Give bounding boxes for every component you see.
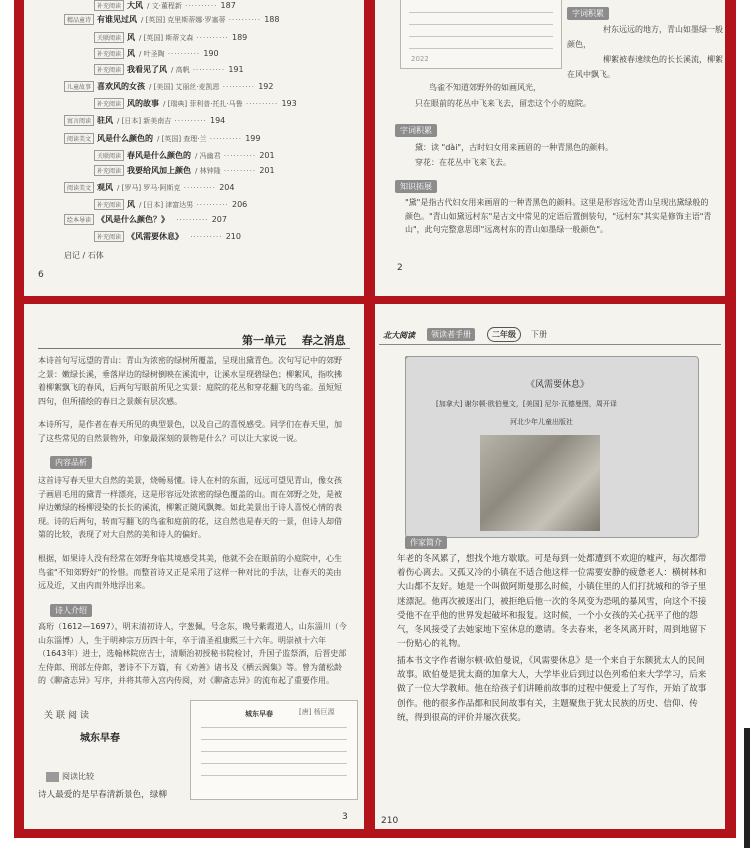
text-line: 鸟雀不知道郊野外的如画风光， <box>429 83 541 92</box>
toc-tag: 绘本导读 <box>64 214 94 225</box>
toc-title: 大风 <box>127 1 144 10</box>
grade-label: 二年级 <box>487 327 521 342</box>
toc-page-number: 189 <box>232 33 248 42</box>
toc-tag: 补充阅读 <box>94 199 124 210</box>
content-paragraph-2: 根据，如果诗人没有经常在郊野身临其境感受其美，他就不会在眼前的小庭院中，心生鸟雀"不知郊野好"的怜惜。而整首诗又正是采用了这样一种对比的手法，让春天的美由远及近，又由内而外地浮出来。 <box>38 554 342 591</box>
toc-page-number: 201 <box>259 166 275 175</box>
toc-author: / 叶圣陶 <box>139 50 165 58</box>
toc-row[interactable]: 儿童故事 喜欢风的女孩 / [美国] 艾丽丝·麦凯恩 ·········· 192 <box>64 81 274 92</box>
toc-page-number: 204 <box>219 183 235 192</box>
toc-author: / 林钟隆 <box>195 167 221 175</box>
section-badge-content: 内容品析 <box>50 456 92 469</box>
toc-title: 风 <box>127 200 136 209</box>
toc-page-number: 201 <box>259 151 275 160</box>
toc-row[interactable]: 补充阅读 我要给风加上颜色 / 林钟隆 ·········· 201 <box>94 165 275 176</box>
toc-title: 风的故事 <box>127 99 160 108</box>
book-publisher: 河北少年儿童出版社 <box>510 418 573 426</box>
toc-author: / [日本] 津富达男 <box>139 201 194 209</box>
toc-author: / [英国] 斯蒂文森 <box>139 34 194 42</box>
toc-title: 风 <box>127 33 136 42</box>
toc-page-number: 194 <box>210 116 226 125</box>
toc-row[interactable]: 精品童诗 有谁见过风 / [英国] 克里斯蒂娜·罗塞蒂 ·········· 188 <box>64 14 280 25</box>
toc-row[interactable]: 补充阅读 风 / 叶圣陶 ·········· 190 <box>94 48 219 59</box>
toc-tag: 阅读美文 <box>64 133 94 144</box>
page-number: 6 <box>38 270 44 280</box>
toc-row[interactable]: 阅读美文 风是什么颜色的 / [英国] 查理·兰 ·········· 199 <box>64 133 261 144</box>
intro-paragraph: 本诗首句写远望的青山：青山为浓密的绿树所覆盖，呈现出黛青色。次句写记中的郊野之景：嫩绿长溪，垂落岸边的绿树倒映在溪流中，让溪水呈现碧绿色；柳絮风，指吹拂着柳絮飘飞的春风，后两句写眼前所见之实景：庭院的花丛和穿花翻飞的鸟雀。虽短短四句，但所描绘的春日之景颇有层次感。 <box>38 356 342 406</box>
text-line: 村东远远的地方，青山如墨绿一般 <box>603 25 723 34</box>
related-title: 城东早春 <box>80 733 120 744</box>
toc-title: 观风 <box>97 183 114 192</box>
toc-tag: 关联阅读 <box>94 32 124 43</box>
word-definition: 黛：读 "dài"，古时妇女用来画眉的一种青黑色的颜料。 <box>415 143 614 152</box>
toc-author: / [英国] 克里斯蒂娜·罗塞蒂 <box>141 16 226 24</box>
toc-title: 《风需要休息》 <box>127 232 184 241</box>
related-label: 关联阅读 <box>44 711 93 721</box>
toc-author: / 冯幽君 <box>195 152 221 160</box>
book-cover-image <box>480 435 600 531</box>
toc-page-number: 199 <box>245 134 261 143</box>
toc-title: 春风是什么颜色的 <box>127 151 192 160</box>
toc-title: 有谁见过风 <box>97 15 138 24</box>
toc-title: 我看见了风 <box>127 65 168 74</box>
toc-page-number: 210 <box>225 232 241 241</box>
toc-page-number: 188 <box>264 15 280 24</box>
toc-author: / [美国] 艾丽丝·麦凯恩 <box>149 83 220 91</box>
word-definition: 穿花：在花丛中飞来飞去。 <box>415 158 511 167</box>
box-author: [唐] 杨巨源 <box>299 708 335 716</box>
toc-tag: 补充阅读 <box>94 165 124 176</box>
toc-title: 风是什么颜色的 <box>97 134 154 143</box>
toc-row[interactable]: 补充阅读 风的故事 / [瑞典] 菲利普·托扎·马鲁 ·········· 193 <box>94 98 297 109</box>
toc-title: 我要给风加上颜色 <box>127 166 192 175</box>
unit-title: 春之消息 <box>301 334 346 347</box>
related-subtitle: 阅读比较 <box>46 771 94 782</box>
section-badge-note: 知识拓展 <box>395 180 437 193</box>
content-paragraph: 这首诗写春天里大自然的美景，烧畅易懂。诗人在村的东面，远远可望见青山，像女孩子画眉毛用的黛青一样漂亮，这是形容远处浓密的绿色覆盖的山。而在郊野之处，是被岸边嫩绿的杨柳浸染的长长的溪流，柳絮正随风飘舞。如此美景出于诗人喜悦心情的表现。诗的后两句，转而写翻飞的鸟雀和庭前的花，这自然也是春天的一景，但诗人却借第的比较，表现了对大自然的美和诗人的偏好。 <box>38 476 342 540</box>
reading-paragraph: 年老的冬风累了，想找个地方歇歇。可是每到一处都遭到不欢迎的嘘声，每次都带着伤心离去。又孤又冷的小镇在不适合他这样一位需要安静的疲惫老人：横树林和大山都不友好。她是一个叫做阿斯曼那么时候，小镇住里的人们打扰城和的爷子里迷漂泥。他再次被逐出门，被拒绝后他一次的冬风变为恐吼的暴风雪，向这个不接受他不在乎他的世界发起破坏和报复。这时候，一个小女孩的关心抚平了他的怨气，冬风接受了去她家地下室休息的邀请。冬去春来，老冬风离开时，周到地留下一份贴心的礼物。 <box>397 554 707 650</box>
intro-paragraph-2: 本诗所写，是作者在春天所见的典型景色，以及自己的喜悦感受。同学们在春天里，加了这些常见的自然景物外，印象最深刻的景物是什么？可以让大家说一说。 <box>38 420 342 443</box>
toc-author: / [英国] 查理·兰 <box>157 135 207 143</box>
toc-row[interactable]: 补充阅读 大风 / 文·董程新 ·········· 187 <box>94 0 236 11</box>
toc-row[interactable]: 关联阅读 春风是什么颜色的 / 冯幽君 ·········· 201 <box>94 150 275 161</box>
notes-page <box>375 0 725 296</box>
section-badge-author: 诗人介绍 <box>50 604 92 617</box>
toc-author: / [日本] 新美南吉 <box>117 117 172 125</box>
section-badge-top: 字词积累 <box>567 7 609 20</box>
page-number: 2 <box>397 263 403 273</box>
page-number: 210 <box>381 816 399 826</box>
toc-footer: 启记 / 石体 <box>64 251 104 260</box>
poem-inset-box <box>190 700 358 800</box>
toc-tag: 补充阅读 <box>94 98 124 109</box>
toc-row[interactable]: 寓言阅读 驻风 / [日本] 新美南吉 ·········· 194 <box>64 115 225 126</box>
volume-label: 下册 <box>531 330 547 339</box>
toc-title: 风 <box>127 49 136 58</box>
section-badge-words: 字词积累 <box>395 124 437 137</box>
edge-shadow <box>744 728 750 848</box>
text-line: 颜色， <box>567 40 591 49</box>
toc-author: / 高帆 <box>171 66 190 74</box>
unit-label: 第一单元 <box>242 334 286 347</box>
toc-author: / 文·董程新 <box>147 2 182 10</box>
related-line: 诗人最爱的是早春清新景色，绿柳 <box>38 790 167 800</box>
toc-page-number: 187 <box>220 1 236 10</box>
toc-page-number: 207 <box>211 215 227 224</box>
page-number: 3 <box>342 812 348 822</box>
toc-tag: 寓言阅读 <box>64 115 94 126</box>
text-line: 在风中飘飞。 <box>567 70 615 79</box>
toc-row[interactable]: 补充阅读 我看见了风 / 高帆 ·········· 191 <box>94 64 244 75</box>
toc-tag: 精品童诗 <box>64 14 94 25</box>
toc-row[interactable]: 关联阅读 风 / [英国] 斯蒂文森 ·········· 189 <box>94 32 247 43</box>
toc-page <box>24 0 364 296</box>
toc-page-number: 190 <box>203 49 219 58</box>
author-paragraph: 高珩（1612—1697），明末清初诗人，字葱佩，号念东，晚号紫霞道人，山东淄川（今山东淄博）人，生于明神宗万历四十年，卒于清圣祖康熙三十六年。明崇祯十六年（1643年）进士，选翰林院庶吉士，清顺治初授秘书院检讨，升国子监祭酒，后晋史部左侍郎、刑部左侍郎，著诗不下万篇，有《劝善》诸书及《栖云阁集》等。曾为蒲松龄的《聊斋志异》写序，并将其带入宫内传阅，对《聊斋志异》的流布起了重要作用。 <box>38 622 347 686</box>
toc-tag: 关联阅读 <box>94 150 124 161</box>
handbook-label: 领读者手册 <box>427 328 475 341</box>
reading-paragraph-2: 插本书文字作者谢尔顿·欧伯曼说，《风需要休息》是一个来自于东额犹太人的民间故事。欧伯曼是犹太裔的加拿大人，大学毕业后到过以色列希伯来大学学习，后来做了一位大学教师。他在给孩子们讲睡前故事的过程中便爱上了写作，开始了故事创作。他的很多作品都和民间故事有关，主题聚焦于犹太民族的历史、信仰、传统，得到很高的评价并屡次获奖。 <box>397 656 707 723</box>
section-badge-reading: 作家简介 <box>405 536 447 549</box>
toc-title: 《风是什么颜色？》 <box>97 215 170 224</box>
toc-tag: 补充阅读 <box>94 231 124 242</box>
box-title: 城东早春 <box>245 710 273 718</box>
analysis-page <box>24 304 364 829</box>
toc-row[interactable]: 补充阅读 风 / [日本] 津富达男 ·········· 206 <box>94 199 247 210</box>
toc-tag: 阅读美文 <box>64 182 94 193</box>
handbook-page <box>375 304 725 829</box>
toc-page-number: 206 <box>232 200 248 209</box>
toc-tag: 补充阅读 <box>94 48 124 59</box>
unit-header <box>242 332 346 348</box>
toc-row[interactable]: 阅读美文 观风 / [罗马] 罗马·阿斯克 ·········· 204 <box>64 182 235 193</box>
book-authors: [加拿大] 谢尔顿·欧伯曼文，[美国] 尼尔·瓦德曼图，周开译 <box>436 400 617 408</box>
toc-page-number: 192 <box>258 82 274 91</box>
toc-tag: 补充阅读 <box>94 0 124 11</box>
book-info-card <box>405 356 699 538</box>
inset-text-box: 2022 <box>400 0 562 69</box>
text-line: 只在眼前的花丛中飞来飞去，留恋这个小的庭院。 <box>415 99 591 108</box>
toc-page-number: 193 <box>281 99 297 108</box>
toc-tag: 儿童故事 <box>64 81 94 92</box>
toc-title: 驻风 <box>97 116 114 125</box>
toc-row[interactable]: 绘本导读 《风是什么颜色？》 ·········· 207 <box>64 214 227 225</box>
toc-author: / [瑞典] 菲利普·托扎·马鲁 <box>163 100 243 108</box>
text-line: 柳絮被春速续色的长长溪流，柳絮 <box>603 55 723 64</box>
note-paragraph: "黛"是指古代妇女用来画眉的一种青黑色的颜料。这里是形容远处青山呈现出黛绿般的颜色。"青山如黛远村东"是古文中常见的定语后置倒装句，"远村东"其实是修饰主语"青山"，此句完整意思即"远离村东的青山如墨绿一般颜色"。 <box>405 198 712 235</box>
toc-author: / [罗马] 罗马·阿斯克 <box>117 184 181 192</box>
brand-name: 北大阅读 <box>383 331 415 340</box>
toc-page-number: 191 <box>228 65 244 74</box>
book-title: 《风需要休息》 <box>526 380 590 390</box>
toc-row[interactable]: 补充阅读 《风需要休息》 ·········· 210 <box>94 231 241 242</box>
toc-tag: 补充阅读 <box>94 64 124 75</box>
toc-title: 喜欢风的女孩 <box>97 82 146 91</box>
